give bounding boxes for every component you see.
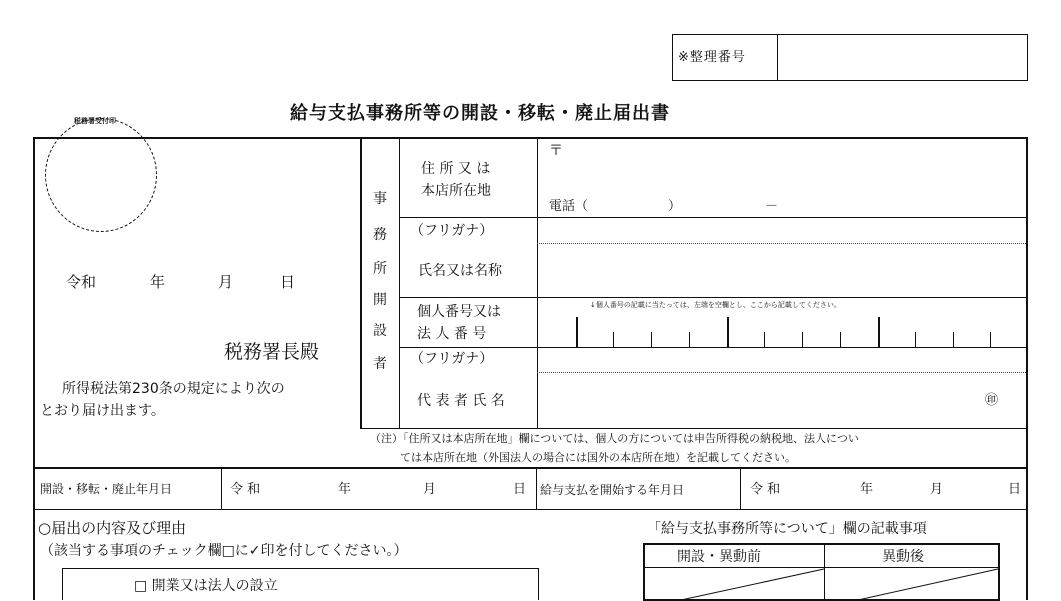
reason-title: ○届出の内容及び理由	[38, 519, 187, 537]
daterow-div-3	[740, 467, 741, 509]
reason-box-right	[538, 568, 539, 600]
reason-box-left	[62, 568, 63, 600]
frame-top	[33, 137, 1028, 139]
declaration-line1: 所得税法第230条の規定により次の	[62, 381, 285, 397]
label-col-left	[399, 137, 400, 429]
about-after: 異動後	[882, 549, 924, 565]
address-label-1: 住 所 又 は	[421, 161, 491, 177]
digit-div-1	[613, 332, 614, 347]
setsu-bottom	[360, 428, 1028, 429]
daterow-top	[33, 467, 1028, 469]
furigana-label-1: （フリガナ）	[410, 223, 494, 239]
digit-div-3	[689, 332, 690, 347]
daterow-div-1	[221, 467, 222, 509]
reception-stamp-circle	[45, 118, 157, 232]
about-before: 開設・異動前	[677, 549, 761, 565]
phone-label: 電話（	[549, 199, 589, 214]
number-note: ↓個人番号の記載に当たっては、左端を空欄とし、ここから記載してください。	[590, 301, 841, 309]
date-month: 月	[218, 273, 234, 291]
setsu-char-3: 所	[373, 261, 387, 277]
date-day: 日	[280, 273, 296, 291]
label-col-right	[537, 137, 538, 429]
digit-div-6	[802, 332, 803, 347]
digit-div-0	[576, 317, 578, 347]
setsu-left-border	[360, 137, 362, 429]
start-date-label: 給与支払を開始する年月日	[540, 483, 685, 497]
daterow-bottom	[33, 509, 1028, 510]
number-label-1: 個人番号又は	[417, 304, 501, 320]
furigana-label-2: （フリガナ）	[410, 351, 494, 367]
diag-before	[681, 569, 824, 600]
row-sep-furigana2	[537, 372, 1026, 373]
note-line1: （注）「住所又は本店所在地」欄については、個人の方については申告所得税の納税地、法人につい	[370, 432, 859, 445]
phone-close: ）	[668, 199, 682, 214]
digit-div-2	[651, 332, 652, 347]
setsu-char-2: 務	[373, 227, 387, 243]
row-sep-address	[399, 217, 1026, 218]
daterow-day: 日	[513, 482, 527, 497]
office-name: 税務署長殿	[224, 341, 320, 363]
rep-label: 代 表 者 氏 名	[417, 393, 505, 409]
about-diagonals	[643, 567, 1000, 600]
setsu-char-5: 設	[373, 323, 387, 339]
start-year: 年	[860, 482, 874, 497]
row-sep-name	[399, 297, 1026, 298]
seiri-divider	[777, 34, 778, 81]
digit-div-10	[953, 332, 954, 347]
reason-instruction: （該当する事項のチェック欄□に✓印を付してください。）	[40, 543, 408, 559]
row-sep-furigana1	[537, 243, 1026, 244]
frame-left	[33, 137, 35, 600]
digit-div-5	[764, 332, 765, 347]
setsu-char-1: 事	[373, 191, 387, 207]
diag-after	[858, 569, 998, 600]
daterow-label: 開設・移転・廃止年月日	[40, 482, 173, 496]
seal-mark: ㊞	[985, 393, 999, 408]
start-era: 令 和	[750, 482, 781, 497]
row-sep-number	[399, 347, 1026, 348]
address-label-2: 本店所在地	[421, 183, 491, 199]
postal-mark: 〒	[549, 143, 563, 159]
number-label-2: 法 人 番 号	[417, 326, 487, 342]
digit-div-9	[915, 332, 916, 347]
seiri-label: ※整理番号	[678, 50, 746, 65]
note-line2: ては本店所在地（外国法人の場合には国外の本店所在地）を記載してください。	[400, 451, 796, 464]
stamp-label: 税務署受付印	[74, 117, 116, 125]
name-label: 氏名又は名称	[418, 263, 502, 279]
setsu-char-6: 者	[373, 356, 387, 372]
start-day: 日	[1008, 482, 1022, 497]
form-title: 給与支払事務所等の開設・移転・廃止届出書	[290, 103, 670, 124]
reason-box-top	[62, 568, 538, 569]
declaration-line2: とおり届け出ます。	[40, 403, 165, 419]
start-month: 月	[930, 482, 944, 497]
digit-div-8	[878, 317, 880, 347]
about-title: 「給与支払事務所等について」欄の記載事項	[647, 521, 927, 537]
digit-div-7	[840, 332, 841, 347]
digit-div-4	[727, 317, 729, 347]
date-year: 年	[150, 273, 166, 291]
digit-div-11	[990, 332, 991, 347]
daterow-year: 年	[338, 482, 352, 497]
daterow-era: 令 和	[230, 482, 261, 497]
frame-right	[1026, 137, 1028, 600]
reason-option1[interactable]: □ 開業又は法人の設立	[134, 578, 278, 594]
date-era: 令和	[66, 273, 97, 291]
setsu-char-4: 開	[373, 292, 387, 308]
daterow-month: 月	[423, 482, 437, 497]
phone-dash: －	[765, 199, 779, 214]
daterow-div-2	[536, 467, 537, 509]
